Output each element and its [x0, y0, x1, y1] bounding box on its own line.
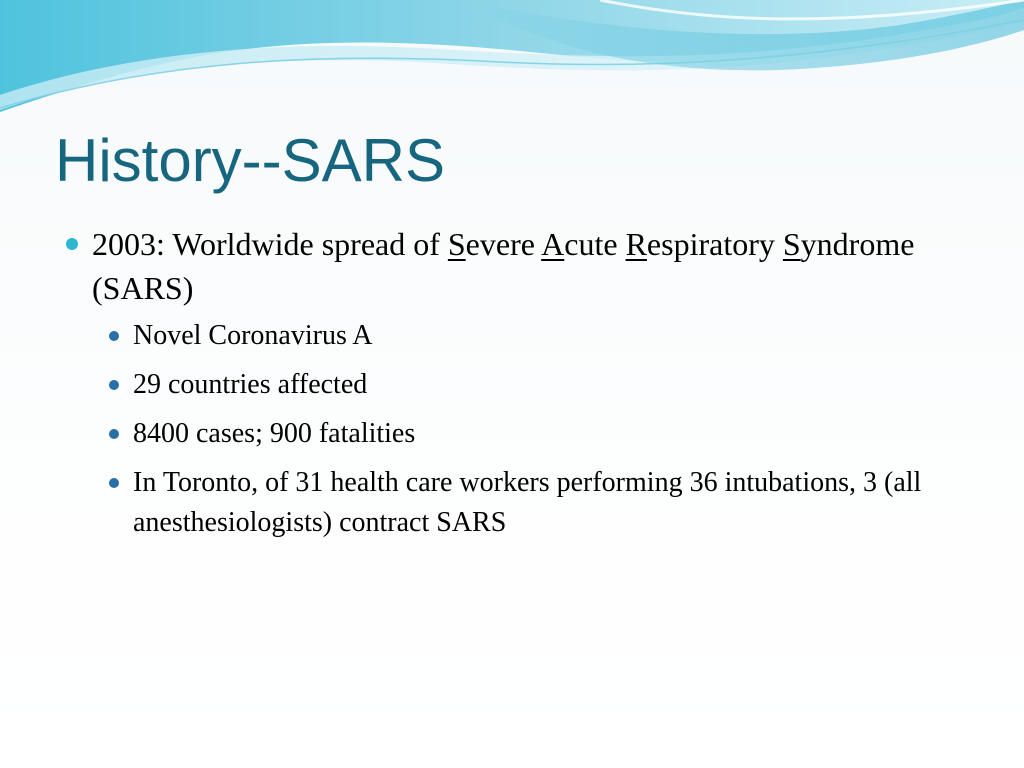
sub-bullet-item: [64, 316, 944, 356]
sub-bullet-item: [64, 365, 944, 405]
bullet1-text-part: 2003: Worldwide spread of: [92, 226, 448, 262]
bullet1-underlined-letter: R: [625, 226, 647, 262]
header-wave-decoration: [0, 0, 1024, 120]
bullet-dot-icon: [109, 380, 119, 390]
bullet1-underlined-letter: S: [447, 226, 466, 262]
sub-bullet-text: 8400 cases; 900 fatalities: [133, 418, 416, 449]
slide-body: [64, 222, 944, 552]
sub-bullet-text: 29 countries affected: [133, 369, 368, 400]
sub-bullet-item: [64, 463, 944, 543]
bullet-dot-icon: [109, 478, 119, 488]
sub-bullet-text: In Toronto, of 31 health care workers performing 36 intubations, 3 (all anesthesiologists) contract SARS: [133, 467, 922, 538]
bullet-dot-icon: [109, 429, 119, 439]
sub-bullet-list: [64, 316, 944, 543]
slide-title: History--SARS: [55, 127, 446, 194]
bullet-dot-icon: [109, 331, 119, 341]
bullet-level1-sars-spread: [64, 222, 944, 310]
bullet1-text-part: evere: [465, 226, 542, 262]
sub-bullet-text: Novel Coronavirus A: [133, 320, 373, 351]
bullet1-underlined-letter: S: [782, 226, 801, 262]
bullet1-text-part: yndrome (SARS): [92, 226, 915, 306]
bullet-dot-icon: [66, 238, 78, 250]
sub-bullet-item: [64, 414, 944, 454]
bullet1-underlined-letter: A: [541, 226, 565, 262]
bullet1-text-part: espiratory: [646, 226, 783, 262]
bullet1-text-part: cute: [564, 226, 626, 262]
